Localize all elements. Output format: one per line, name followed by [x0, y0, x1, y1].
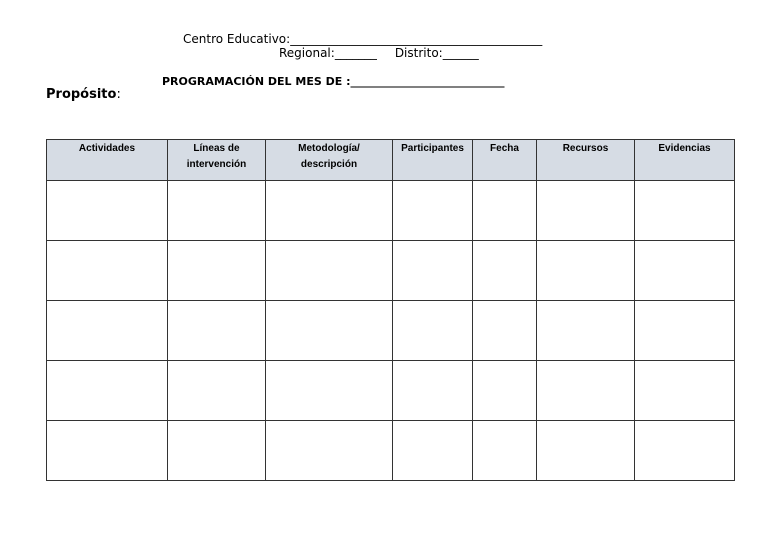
- table-cell-evidencias[interactable]: [635, 361, 735, 421]
- table-cell-metodologia[interactable]: [266, 361, 393, 421]
- column-header-evidencias: Evidencias: [635, 140, 735, 181]
- table-cell-fecha[interactable]: [473, 421, 537, 481]
- table-row: [47, 181, 735, 241]
- table-cell-recursos[interactable]: [537, 361, 635, 421]
- table-cell-evidencias[interactable]: [635, 181, 735, 241]
- table-header-row: [47, 140, 735, 181]
- table-cell-metodologia[interactable]: [266, 301, 393, 361]
- column-header-lineas-intervencion: Líneas de intervención: [168, 140, 266, 181]
- table-row: [47, 301, 735, 361]
- table-cell-actividades[interactable]: [47, 421, 168, 481]
- distrito-blank[interactable]: ______: [442, 46, 479, 60]
- table-cell-actividades[interactable]: [47, 301, 168, 361]
- centro-educativo-label: Centro Educativo:: [183, 32, 291, 46]
- table-cell-lineas-intervencion[interactable]: [168, 361, 266, 421]
- column-header-metodologia: Metodología/ descripción: [266, 140, 393, 181]
- table-cell-metodologia[interactable]: [266, 181, 393, 241]
- table-row: [47, 421, 735, 481]
- table-cell-evidencias[interactable]: [635, 241, 735, 301]
- table-cell-fecha[interactable]: [473, 241, 537, 301]
- table-cell-lineas-intervencion[interactable]: [168, 241, 266, 301]
- table-cell-actividades[interactable]: [47, 361, 168, 421]
- table-cell-actividades[interactable]: [47, 181, 168, 241]
- column-header-recursos: Recursos: [537, 140, 635, 181]
- regional-blank[interactable]: _______: [334, 46, 377, 60]
- table-cell-participantes[interactable]: [393, 241, 473, 301]
- table-cell-participantes[interactable]: [393, 181, 473, 241]
- distrito-label: Distrito:: [394, 46, 443, 60]
- table-cell-participantes[interactable]: [393, 421, 473, 481]
- centro-educativo-blank[interactable]: __________________________________________: [290, 32, 543, 46]
- programacion-blank[interactable]: ____________________________: [350, 75, 505, 88]
- table-cell-fecha[interactable]: [473, 181, 537, 241]
- table-cell-actividades[interactable]: [47, 241, 168, 301]
- table-cell-fecha[interactable]: [473, 361, 537, 421]
- table-cell-participantes[interactable]: [393, 361, 473, 421]
- column-header-participantes: Participantes: [393, 140, 473, 181]
- programacion-label: PROGRAMACIÓN DEL MES DE :: [162, 75, 351, 88]
- regional-label: Regional:: [279, 46, 335, 60]
- proposito-line: [46, 86, 121, 103]
- table-cell-metodologia[interactable]: [266, 241, 393, 301]
- table-row: [47, 241, 735, 301]
- table-cell-lineas-intervencion[interactable]: [168, 181, 266, 241]
- table-cell-participantes[interactable]: [393, 301, 473, 361]
- table-cell-metodologia[interactable]: [266, 421, 393, 481]
- programacion-table: [46, 139, 735, 481]
- table-cell-recursos[interactable]: [537, 301, 635, 361]
- proposito-label: Propósito: [46, 87, 117, 102]
- table-cell-recursos[interactable]: [537, 241, 635, 301]
- proposito-colon: :: [116, 87, 121, 102]
- table-cell-fecha[interactable]: [473, 301, 537, 361]
- table-cell-recursos[interactable]: [537, 421, 635, 481]
- programacion-line: [162, 74, 504, 89]
- table-cell-recursos[interactable]: [537, 181, 635, 241]
- regional-distrito-line: [279, 45, 479, 61]
- table-cell-lineas-intervencion[interactable]: [168, 301, 266, 361]
- column-header-actividades: Actividades: [47, 140, 168, 181]
- table-cell-evidencias[interactable]: [635, 301, 735, 361]
- table-cell-evidencias[interactable]: [635, 421, 735, 481]
- table-cell-lineas-intervencion[interactable]: [168, 421, 266, 481]
- table-row: [47, 361, 735, 421]
- column-header-fecha: Fecha: [473, 140, 537, 181]
